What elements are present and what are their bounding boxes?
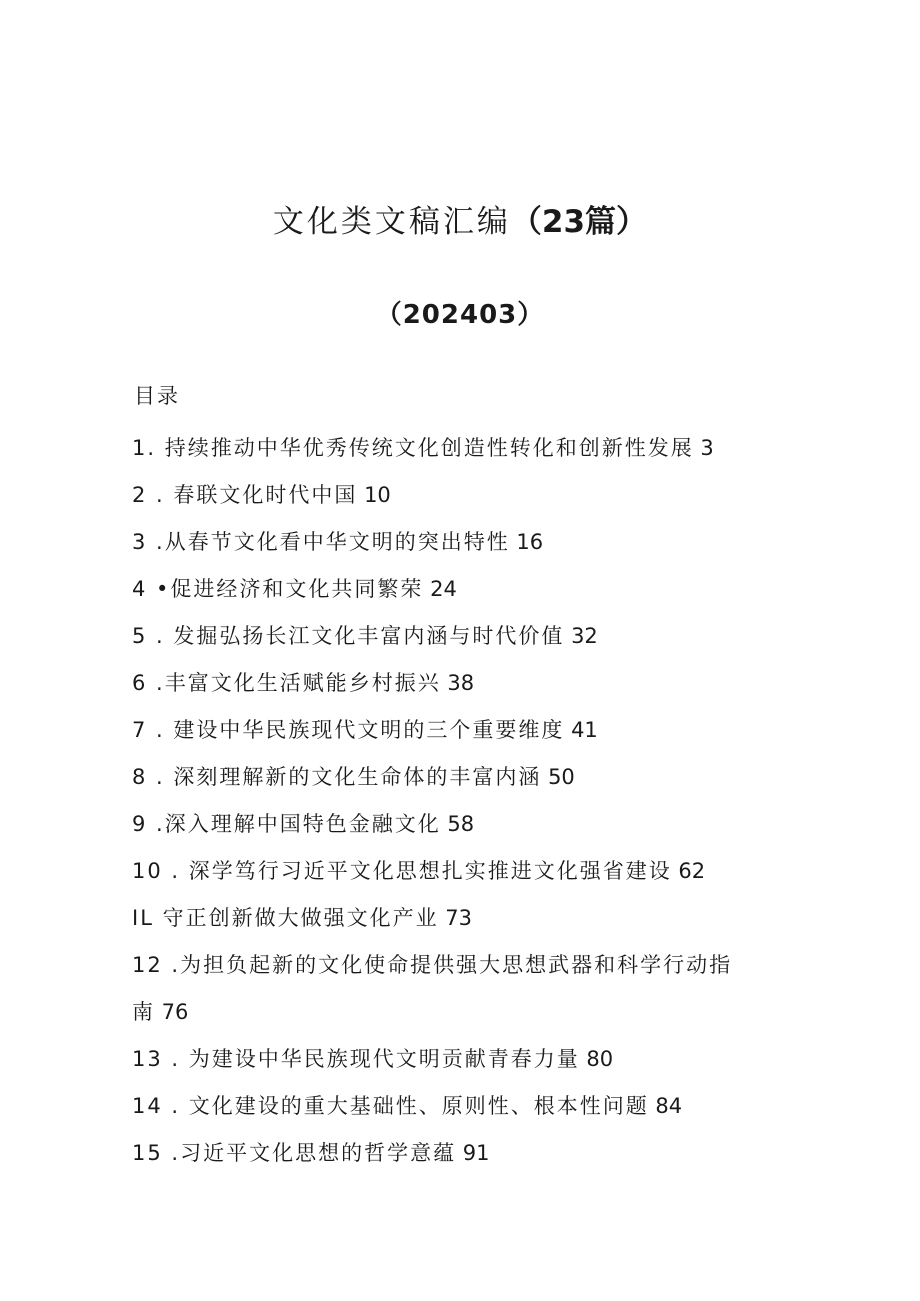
- toc-item-title: 10 . 深学笃行习近平文化思想扎实推进文化强省建设: [132, 859, 672, 883]
- toc-item[interactable]: [132, 660, 752, 707]
- toc-heading: 目录: [134, 384, 180, 408]
- document-title: [0, 196, 920, 241]
- toc-item-title: 12 .为担负起新的文化使命提供强大思想武器和科学行动指: [132, 953, 733, 977]
- toc-item[interactable]: [132, 1083, 752, 1130]
- toc-item[interactable]: [132, 519, 752, 566]
- document-date: （202403）: [375, 300, 545, 330]
- toc-item-title: 5 . 发掘弘扬长江文化丰富内涵与时代价值: [132, 624, 565, 648]
- toc-item-title: 1. 持续推动中华优秀传统文化创造性转化和创新性发展: [132, 436, 694, 460]
- toc-item-title: 3 .从春节文化看中华文明的突出特性: [132, 530, 510, 554]
- toc-item-title: 南: [132, 1000, 155, 1024]
- toc-item-page-number: 16: [509, 530, 544, 554]
- toc-item-page-number: 76: [155, 1000, 189, 1024]
- toc-item-page-number: 32: [564, 624, 598, 648]
- toc-item[interactable]: [132, 613, 752, 660]
- toc-item-title: 6 .丰富文化生活赋能乡村振兴: [132, 671, 441, 695]
- toc-item-title: 15 .习近平文化思想的哲学意蕴: [132, 1141, 457, 1165]
- toc-item-page-number: 80: [579, 1047, 614, 1071]
- toc-item-title: 14 . 文化建设的重大基础性、原则性、根本性问题: [132, 1094, 649, 1118]
- toc-item[interactable]: [132, 895, 752, 942]
- toc-item[interactable]: [132, 425, 752, 472]
- toc-item-page-number: 58: [440, 812, 475, 836]
- toc-item[interactable]: [132, 754, 752, 801]
- toc-item[interactable]: [132, 1130, 752, 1177]
- title-count: （23篇）: [510, 204, 648, 240]
- toc-item[interactable]: [132, 566, 752, 613]
- toc-item-page-number: 41: [564, 718, 598, 742]
- toc-item[interactable]: [132, 1036, 752, 1083]
- toc-item[interactable]: [132, 472, 752, 519]
- toc-item-page-number: 24: [423, 577, 457, 601]
- toc-item-title: 4 •促进经济和文化共同繁荣: [132, 577, 424, 601]
- toc-item-page-number: 91: [456, 1141, 490, 1165]
- toc-item-title: IL 守正创新做大做强文化产业: [132, 906, 439, 930]
- toc-item-title: 9 .深入理解中国特色金融文化: [132, 812, 441, 836]
- toc-item[interactable]: [132, 942, 752, 989]
- toc-item-page-number: 62: [671, 859, 706, 883]
- toc-item-page-number: 73: [438, 906, 472, 930]
- toc-item-page-number: 38: [440, 671, 475, 695]
- toc-item-page-number: 84: [648, 1094, 683, 1118]
- toc-item-title: 7 . 建设中华民族现代文明的三个重要维度: [132, 718, 565, 742]
- toc-list: [132, 425, 752, 1177]
- toc-item-title: 2 . 春联文化时代中国: [132, 483, 358, 507]
- toc-item[interactable]: [132, 989, 752, 1036]
- toc-item-page-number: 3: [693, 436, 714, 460]
- title-text: 文化类文稿汇编: [272, 204, 511, 240]
- toc-item[interactable]: [132, 848, 752, 895]
- toc-item-page-number: 50: [541, 765, 575, 789]
- toc-item-page-number: 10: [357, 483, 391, 507]
- toc-item[interactable]: [132, 707, 752, 754]
- toc-item[interactable]: [132, 801, 752, 848]
- toc-item-title: 13 . 为建设中华民族现代文明贡献青春力量: [132, 1047, 580, 1071]
- toc-item-title: 8 . 深刻理解新的文化生命体的丰富内涵: [132, 765, 542, 789]
